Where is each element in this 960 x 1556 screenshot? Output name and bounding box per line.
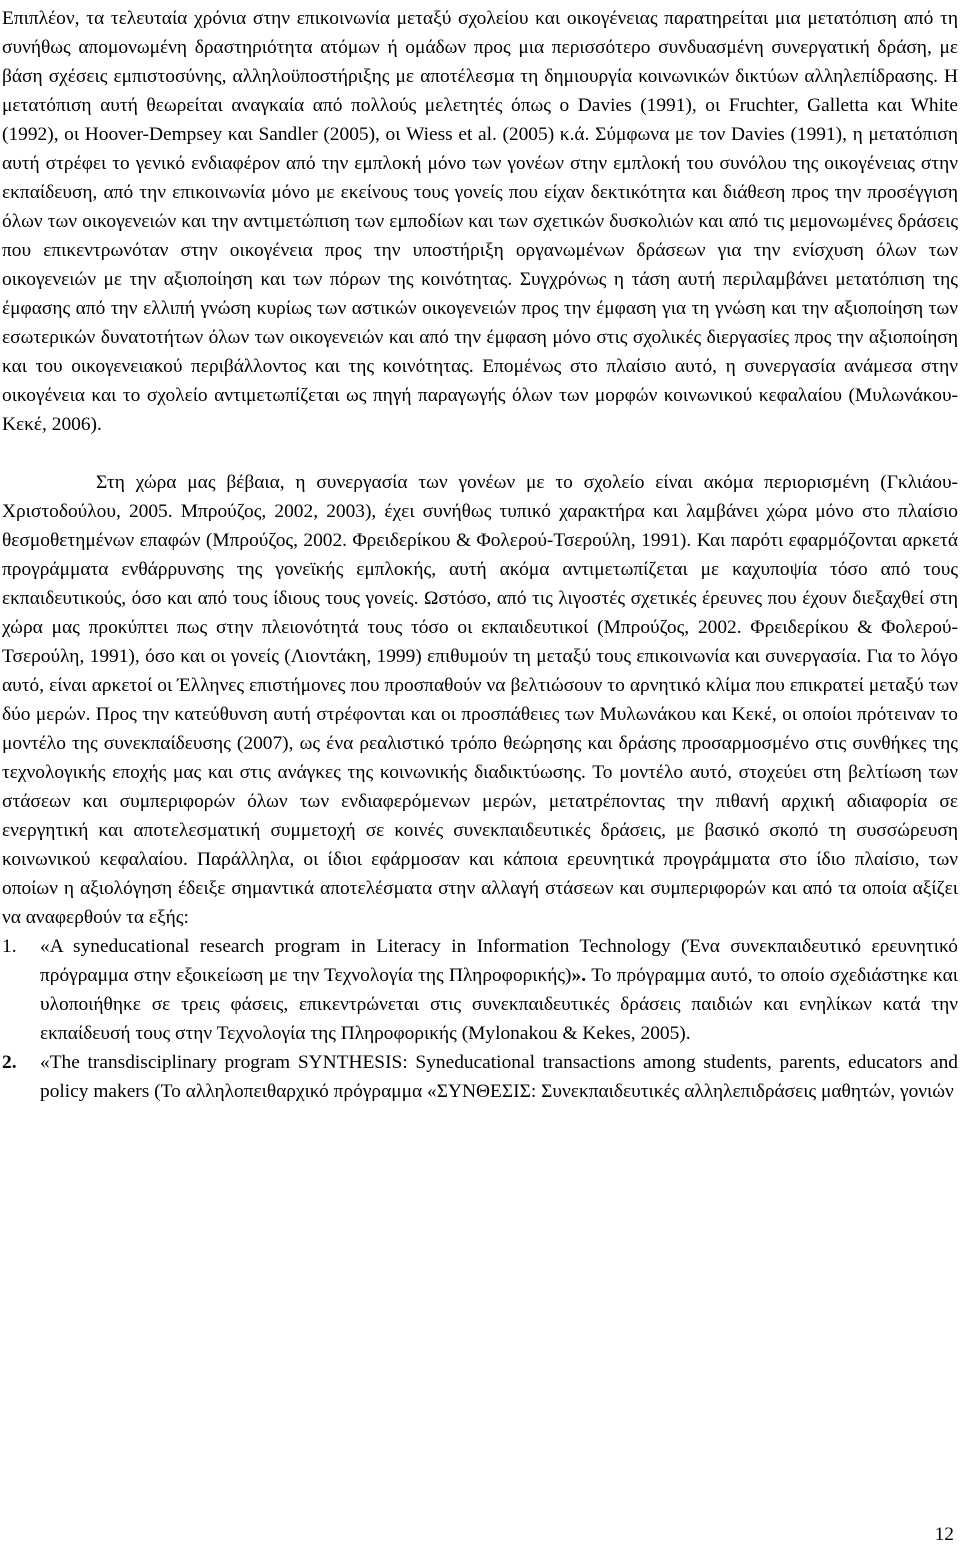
list-item-title: «A syneducational research program in Literacy in Information Technology (Ένα συνεκπαιδευτικό ερευνητικό πρόγραμμα στην εξοικείωση με την Τεχνολογία της Πληροφορικής) <box>40 936 958 986</box>
paragraph-gap <box>2 439 958 468</box>
list-number: 1. <box>2 936 17 957</box>
page-number: 12 <box>934 1524 954 1545</box>
list-item-title: «The transdisciplinary program SYNTHESIS: Syneducational transactions among students, parents, educators and policy makers (Το αλληλοπειθαρχικό πρόγραμμα «ΣΥΝΘΕΣΙΣ: Συνεκπαιδευτικές αλληλεπιδράσεις μαθητών, γονιών <box>40 1052 958 1102</box>
paragraph-1: Επιπλέον, τα τελευταία χρόνια στην επικοινωνία μεταξύ σχολείου και οικογένειας παρατηρείται μια μετατόπιση από τη συνήθως απομονωμένη δραστηριότητα ατόμων ή ομάδων προς μια περισσότερο συνδυασμένη συνεργατική δράση, με βάση σχέσεις εμπιστοσύνης, αλληλοϋποστήριξης με αποτέλεσμα τη δημιουργία κοινωνικών δικτύων αλληλεπίδρασης. Η μετατόπιση αυτή θεωρείται αναγκαία από πολλούς μελετητές όπως ο Davies (1991), οι Fruchter, Galletta και White (1992), οι Hoover-Dempsey και Sandler (2005), οι Wiess et al. (2005) κ.ά. Σύμφωνα με τον Davies (1991), η μετατόπιση αυτή στρέφει το γενικό ενδιαφέρον από την εμπλοκή μόνο των γονέων στην εμπλοκή του συνόλου της οικογένειας στην εκπαίδευση, από την επικοινωνία μόνο με εκείνους τους γονείς που είχαν δεκτικότητα και διάθεση προς την προσέγγιση όλων των οικογενειών και την αντιμετώπιση των εμποδίων και των σχετικών δυσκολιών και από τις μεμονωμένες δράσεις που επικεντρωνόταν στην οικογένεια προς την υποστήριξη οργανωμένων δράσεων για την ενίσχυση όλων των οικογενειών με την αξιοποίηση και των πόρων της κοινότητας. Συγχρόνως η τάση αυτή περιλαμβάνει μετατόπιση της έμφασης από την ελλιπή γνώση κυρίως των αστικών οικογενειών προς την έμφαση για τη γνώση και την αξιοποίηση των εσωτερικών δυνατοτήτων όλων των οικογενειών και από την έμφαση μόνο στις σχολικές διεργασίες προς την αξιοποίηση και του οικογενειακού περιβάλλοντος και της κοινότητας. Επομένως στο πλαίσιο αυτό, η συνεργασία ανάμεσα στην οικογένεια και το σχολείο αντιμετωπίζεται ως πηγή παραγωγής όλων των μορφών κοινωνικού κεφαλαίου (Μυλωνάκου-Κεκέ, 2006). <box>2 8 958 435</box>
list-item-title-end: ». <box>571 965 587 986</box>
list-item-1 <box>2 932 958 1048</box>
paragraph-2: Στη χώρα μας βέβαια, η συνεργασία των γονέων με το σχολείο είναι ακόμα περιορισμένη (Γκλιάου-Χριστοδούλου, 2005. Μπρούζος, 2002, 2003), έχει συνήθως τυπικό χαρακτήρα και λαμβάνει χώρα μόνο στο πλαίσιο θεσμοθετημένων επαφών (Μπρούζος, 2002. Φρειδερίκου & Φολερού-Τσερούλη, 1991). Και παρότι εφαρμόζονται αρκετά προγράμματα ενθάρρυνσης της γονεϊκής εμπλοκής, αυτή ακόμα αντιμετωπίζεται με καχυποψία τόσο από τους εκπαιδευτικούς, όσο και από τους ίδιους τους γονείς. Ωστόσο, από τις λιγοστές σχετικές έρευνες που έχουν διεξαχθεί στη χώρα μας προκύπτει πως στην πλειονότητά τους τόσο οι εκπαιδευτικοί (Μπρούζος, 2002. Φρειδερίκου & Φολερού-Τσερούλη, 1991), όσο και οι γονείς (Λιοντάκη, 1999) επιθυμούν τη μεταξύ τους επικοινωνία και συνεργασία. Για το λόγο αυτό, είναι αρκετοί οι Έλληνες επιστήμονες που προσπαθούν να βελτιώσουν το αρνητικό κλίμα που επικρατεί μεταξύ των δύο μερών. Προς την κατεύθυνση αυτή στρέφονται και οι προσπάθειες των Μυλωνάκου και Κεκέ, οι οποίοι πρότειναν το μοντέλο της συνεκπαίδευσης (2007), ως ένα ρεαλιστικό τρόπο θεώρησης και δράσης προσαρμοσμένο στις συνθήκες της τεχνολογικής εποχής μας και στις ανάγκες της κοινωνικής διαδικτύωσης. Το μοντέλο αυτό, στοχεύει στη βελτίωση των στάσεων και συμπεριφορών όλων των ενδιαφερόμενων μερών, μετατρέποντας την πιθανή αρχική αδιαφορία σε ενεργητική και αποτελεσματική συμμετοχή σε κοινές συνεκπαιδευτικές δράσεις, με βασικό σκοπό τη συσσώρευση κοινωνικού κεφαλαίου. Παράλληλα, οι ίδιοι εφάρμοσαν και κάποια ερευνητικά προγράμματα στο ίδιο πλαίσιο, των οποίων η αξιολόγηση έδειξε σημαντικά αποτελέσματα στην αλλαγή στάσεων και συμπεριφορών και από τα οποία αξίζει να αναφερθούν τα εξής: <box>2 472 958 928</box>
list-number: 2. <box>2 1052 17 1073</box>
list-item-2 <box>2 1048 958 1106</box>
list-item-text: Το πρόγραμμα αυτό, το οποίο σχεδιάστηκε και υλοποιήθηκε σε τρεις φάσεις, επικεντρώνεται στις συνεκπαιδευτικές δράσεις παιδιών και ενηλίκων κατά την εκπαίδευσή τους στην Τεχνολογία της Πληροφορικής (Mylonakou & Kekes, 2005). <box>40 965 958 1044</box>
